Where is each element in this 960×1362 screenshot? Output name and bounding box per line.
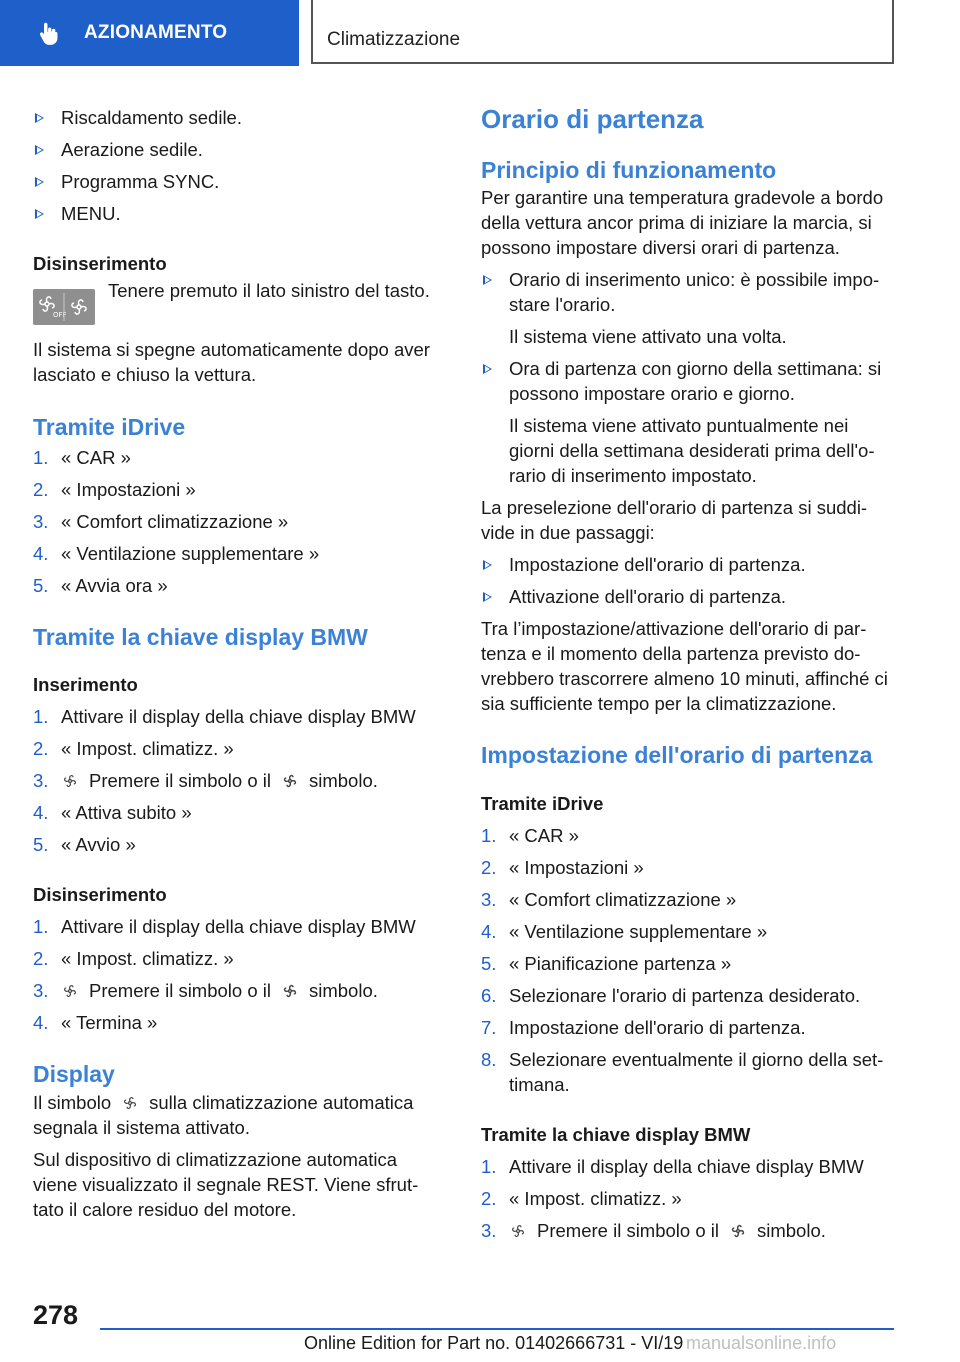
- list-item: Riscaldamento sedile.: [33, 105, 443, 130]
- list-item: 7. Impostazione dell'orario di partenza.: [481, 1017, 806, 1038]
- fan-icon: [61, 982, 79, 1000]
- page-title: Orario di partenza: [481, 104, 704, 134]
- list-item: 3. Premere il simbolo o il simbolo.: [33, 770, 378, 791]
- list-item: 3. « Comfort climatizzazione »: [481, 889, 737, 910]
- list-item: 4. « Attiva subito »: [33, 802, 192, 823]
- list-item: 2. « Impostazioni »: [481, 857, 644, 878]
- subsection-heading: Inserimento: [33, 674, 138, 695]
- fan-off-button-icon: [33, 289, 95, 325]
- list-item: 2. « Impost. climatizz. »: [33, 948, 234, 969]
- list-subtext: Il sistema viene attivato una volta.: [509, 326, 787, 347]
- paragraph: Tra l’impostazione/attivazione dell'orario di par-tenza e il momento della partenza previsto do-vrebbero trascorrere almeno 10 minuti, affinché ci sia sufficiente tempo per la climatizzazione.: [481, 618, 888, 714]
- list-item: 1. « CAR »: [481, 825, 579, 846]
- list-item: 1. « CAR »: [33, 447, 131, 468]
- list-item: Aerazione sedile.: [33, 137, 443, 162]
- subsection-heading: Tramite la chiave display BMW: [481, 1124, 751, 1145]
- list-item: Attivazione dell'orario di partenza.: [481, 584, 895, 609]
- fan-auto-icon: [281, 772, 299, 790]
- triangle-bullet-icon: [35, 177, 44, 187]
- list-item: 1. Attivare il display della chiave display BMW: [481, 1156, 864, 1177]
- section-tab: [0, 0, 299, 66]
- list-item: 5. « Avvia ora »: [33, 575, 168, 596]
- footer-watermark: manualsonline.info: [686, 1333, 837, 1353]
- chapter-label: Climatizzazione: [327, 29, 461, 50]
- subsection-heading: Tramite iDrive: [481, 793, 604, 814]
- page-number: 278: [33, 1300, 79, 1330]
- right-column: [481, 100, 895, 1243]
- page-header: [0, 0, 960, 66]
- left-column: [33, 100, 443, 1222]
- svg-text:OFF: OFF: [53, 311, 67, 319]
- list-item: 2. « Impostazioni »: [33, 479, 196, 500]
- paragraph: Il simbolo sulla climatizzazione automatica segnala il sistema attivato.: [33, 1092, 414, 1138]
- triangle-bullet-icon: [483, 560, 492, 570]
- paragraph: Il sistema si spegne automaticamente dopo aver lasciato e chiuso la vettura.: [33, 339, 430, 385]
- triangle-bullet-icon: [35, 145, 44, 155]
- footer-edition: Online Edition for Part no. 01402666731 - VI/19: [304, 1333, 684, 1353]
- section-label: AZIONAMENTO: [84, 22, 228, 43]
- list-item: 1. Attivare il display della chiave display BMW: [33, 706, 416, 727]
- section-heading: Display: [33, 1061, 115, 1087]
- triangle-bullet-icon: [483, 364, 492, 374]
- paragraph: La preselezione dell'orario di partenza si suddi-vide in due passaggi:: [481, 497, 868, 543]
- list-item: 3. « Comfort climatizzazione »: [33, 511, 289, 532]
- list-item: 2. « Impost. climatizz. »: [33, 738, 234, 759]
- section-heading: Principio di funzionamento: [481, 157, 777, 183]
- list-item: 4. « Ventilazione supplementare »: [33, 543, 320, 564]
- footer-divider: [100, 1328, 894, 1330]
- paragraph: Per garantire una temperatura gradevole a bordo della vettura ancor prima di iniziare la marcia, si possono impostare diversi orari di partenza.: [481, 187, 884, 258]
- fan-icon: [121, 1094, 139, 1112]
- list-item: 3. Premere il simbolo o il simbolo.: [481, 1220, 826, 1241]
- list-item: 2. « Impost. climatizz. »: [481, 1188, 682, 1209]
- list-item: 5. « Pianificazione partenza »: [481, 953, 732, 974]
- list-item: Impostazione dell'orario di partenza.: [481, 552, 895, 577]
- list-item: Ora di partenza con giorno della settimana: si possono impostare orario e giorno.: [481, 356, 895, 406]
- list-item: 4. « Termina »: [33, 1012, 158, 1033]
- fan-auto-icon: [281, 982, 299, 1000]
- hand-pointer-icon: [36, 20, 62, 46]
- paragraph: Sul dispositivo di climatizzazione automatica viene visualizzato il segnale REST. Viene sfrut-tato il calore residuo del motore.: [33, 1149, 419, 1220]
- section-heading: Disinserimento: [33, 253, 167, 274]
- chapter-tab: [311, 0, 894, 64]
- list-item: MENU.: [33, 201, 443, 226]
- list-item: 5. « Avvio »: [33, 834, 136, 855]
- section-heading: Tramite iDrive: [33, 414, 186, 440]
- list-item: 8. Selezionare eventualmente il giorno della set-timana.: [481, 1049, 884, 1095]
- fan-auto-icon: [729, 1222, 747, 1240]
- disinserimento-instruction: [33, 280, 443, 332]
- section-heading: Tramite la chiave display BMW: [33, 624, 368, 650]
- section-heading: Impostazione dell'orario di partenza: [481, 742, 873, 768]
- triangle-bullet-icon: [483, 275, 492, 285]
- triangle-bullet-icon: [35, 113, 44, 123]
- fan-icon: [61, 772, 79, 790]
- fan-icon: [509, 1222, 527, 1240]
- list-item: 3. Premere il simbolo o il simbolo.: [33, 980, 378, 1001]
- triangle-bullet-icon: [483, 592, 492, 602]
- list-item: Orario di inserimento unico: è possibile impo-stare l'orario.: [481, 267, 895, 317]
- subsection-heading: Disinserimento: [33, 884, 167, 905]
- list-item: Programma SYNC.: [33, 169, 443, 194]
- list-subtext: Il sistema viene attivato puntualmente nei giorni della settimana desiderati prima dell'o-rario di inserimento impostato.: [509, 415, 875, 486]
- triangle-bullet-icon: [35, 209, 44, 219]
- list-item: 4. « Ventilazione supplementare »: [481, 921, 768, 942]
- list-item: 6. Selezionare l'orario di partenza desiderato.: [481, 985, 861, 1006]
- instruction-text: Tenere premuto il lato sinistro del tasto.: [108, 280, 430, 301]
- list-item: 1. Attivare il display della chiave display BMW: [33, 916, 416, 937]
